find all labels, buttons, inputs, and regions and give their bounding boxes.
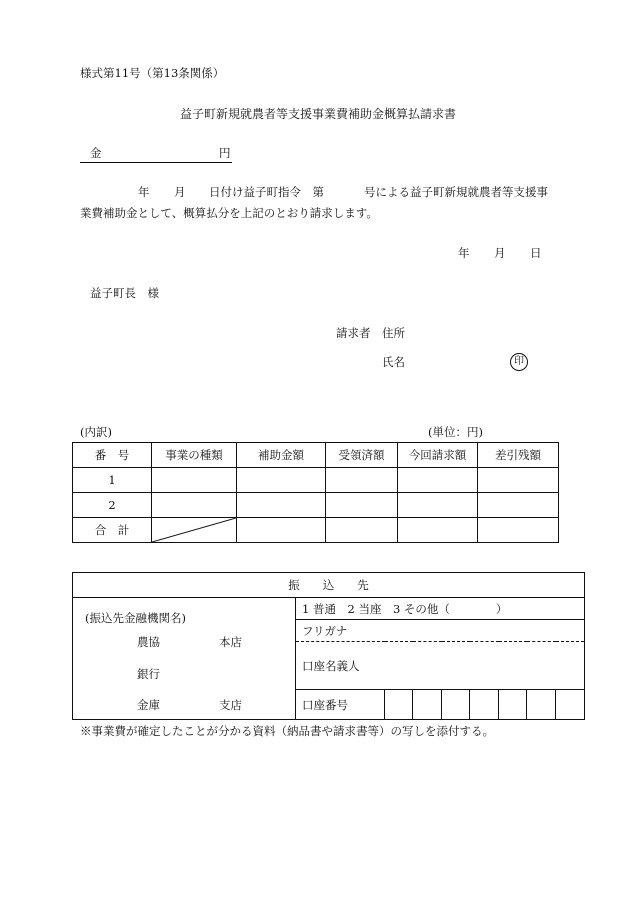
body-date: 日付け益子町指令 第 [209, 185, 324, 199]
total-row [73, 518, 559, 543]
cell-received[interactable] [326, 493, 398, 518]
bank-label: (振込先金融機関名) [85, 611, 186, 625]
breakdown-table [72, 442, 559, 543]
account-digit-box[interactable] [385, 690, 413, 720]
account-digit-box[interactable] [413, 690, 442, 720]
bank-main-branch: 本店 [219, 635, 242, 649]
date-day: 日 [530, 246, 542, 260]
address-label: 住所 [382, 326, 405, 340]
cell-type[interactable] [152, 468, 237, 493]
breakdown-header-row [73, 443, 559, 468]
furigana-cell[interactable]: フリガナ [296, 620, 585, 642]
name-label: 氏名 [382, 355, 405, 369]
table-row [73, 493, 559, 518]
account-digit-box[interactable] [499, 690, 527, 720]
total-balance[interactable] [478, 518, 559, 543]
bank-name-cell[interactable] [73, 598, 296, 720]
footnote: ※事業費が確定したことが分かる資料（納品書や請求書等）の写しを添付する。 [80, 724, 494, 738]
header-type: 事業の種類 [152, 443, 237, 468]
body-rest: 号による益子町新規就農者等支援事 [364, 185, 548, 199]
total-received[interactable] [326, 518, 398, 543]
bank-credit: 金庫 [137, 698, 160, 712]
body-line2: 業費補助金として、概算払分を上記のとおり請求します。 [80, 206, 378, 220]
total-request[interactable] [398, 518, 478, 543]
form-title: 益子町新規就農者等支援事業費補助金概算払請求書 [180, 107, 457, 121]
account-type-cell[interactable]: 1 普通 2 当座 3 その他（ ） [296, 598, 585, 620]
cell-request[interactable] [398, 493, 478, 518]
cell-received[interactable] [326, 468, 398, 493]
total-subsidy[interactable] [237, 518, 326, 543]
transfer-title: 振 込 先 [73, 573, 585, 598]
seal-mark: 印 [510, 353, 528, 371]
amount-prefix: 金 [90, 146, 102, 160]
account-digit-box[interactable] [556, 690, 585, 720]
date-month: 月 [494, 246, 506, 260]
body-year: 年 [138, 185, 150, 199]
account-digit-box[interactable] [527, 690, 556, 720]
addressee: 益子町長 様 [90, 286, 159, 300]
amount-field[interactable] [80, 162, 232, 163]
total-label: 合 計 [73, 518, 152, 543]
breakdown-unit: (単位：円) [428, 425, 483, 439]
row-number: 2 [73, 493, 152, 518]
form-number: 様式第11号（第13条関係） [80, 66, 225, 80]
table-row [73, 468, 559, 493]
bank-branch: 支店 [219, 698, 242, 712]
cell-balance[interactable] [478, 468, 559, 493]
requester-label: 請求者 [336, 326, 371, 340]
account-digit-box[interactable] [470, 690, 499, 720]
header-subsidy: 補助金額 [237, 443, 326, 468]
body-month: 月 [174, 185, 186, 199]
account-digit-box[interactable] [442, 690, 470, 720]
header-request: 今回請求額 [398, 443, 478, 468]
row-number: 1 [73, 468, 152, 493]
account-number-label: 口座番号 [296, 690, 385, 720]
cell-type[interactable] [152, 493, 237, 518]
bank-bank: 銀行 [137, 667, 160, 681]
header-number: 番 号 [73, 443, 152, 468]
amount-suffix: 円 [219, 146, 231, 160]
cell-subsidy[interactable] [237, 468, 326, 493]
cell-request[interactable] [398, 468, 478, 493]
date-year: 年 [458, 246, 470, 260]
header-balance: 差引残額 [478, 443, 559, 468]
transfer-table [72, 572, 585, 720]
account-holder-cell[interactable]: 口座名義人 [296, 642, 585, 690]
diagonal-slash [152, 518, 236, 542]
bank-coop: 農協 [137, 635, 160, 649]
total-type-cell [152, 518, 237, 543]
breakdown-caption: (内訳) [80, 425, 112, 439]
cell-balance[interactable] [478, 493, 559, 518]
cell-subsidy[interactable] [237, 493, 326, 518]
header-received: 受領済額 [326, 443, 398, 468]
